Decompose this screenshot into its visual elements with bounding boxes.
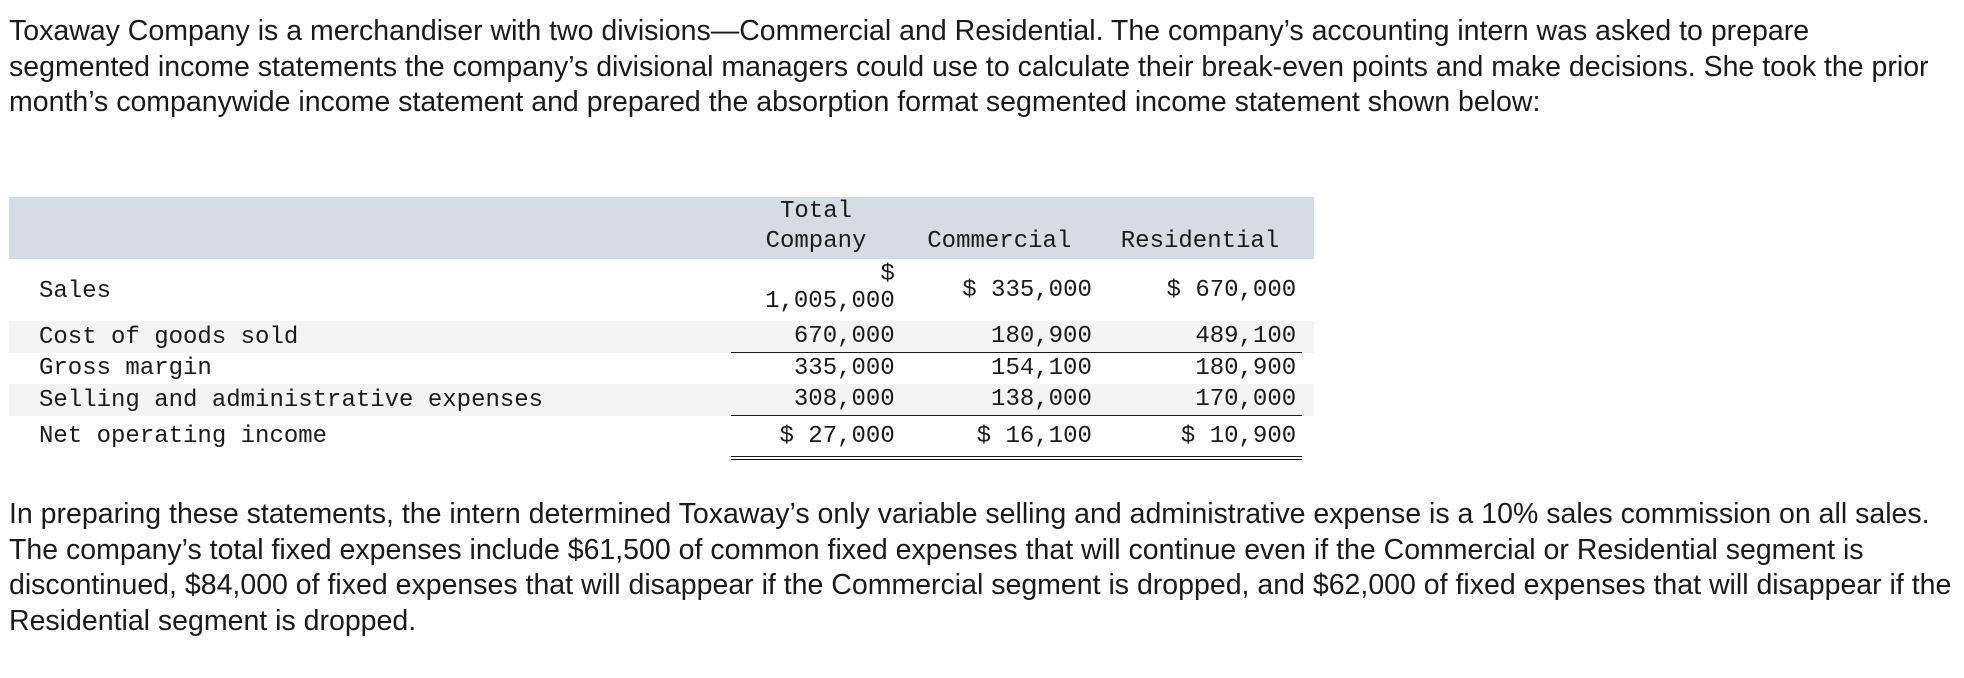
row-label-net-operating-income: Net operating income bbox=[39, 423, 328, 451]
net-operating-income-residential: $ 10,900 bbox=[1098, 416, 1302, 459]
header-gap bbox=[1302, 197, 1314, 259]
net-operating-income-total: $ 27,000 bbox=[731, 416, 900, 459]
gross-margin-total: 335,000 bbox=[731, 353, 900, 385]
row-label-sales: Sales bbox=[39, 277, 112, 305]
sales-total-sign: $ bbox=[880, 261, 895, 288]
cogs-residential: 489,100 bbox=[1195, 323, 1297, 350]
sales-commercial: $ 335,000 bbox=[962, 276, 1092, 304]
net-operating-income-commercial: $ 16,100 bbox=[901, 416, 1098, 459]
sales-residential: $ 670,000 bbox=[1166, 276, 1297, 304]
sales-total-value: 1,005,000 bbox=[765, 288, 895, 315]
table-row-gross-margin bbox=[9, 353, 1314, 385]
outro-paragraph: In preparing these statements, the intern determined Toxaway’s only variable selling and administrative expense is a 10% sales commission on all sales. The company’s total fixed expenses include $61,500 of common fixed expenses that will continue even if the Commercial or Residential segment is discontinued, $84,000 of fixed expenses that will disappear if the Commercial segment is dropped, and $62,000 of fixed expenses that will disappear if the Residential segment is dropped. bbox=[9, 498, 1952, 637]
segmented-income-statement bbox=[9, 197, 1314, 460]
header-total-line1: Total bbox=[779, 198, 852, 225]
gross-margin-commercial: 154,100 bbox=[901, 353, 1098, 385]
gross-margin-residential: 180,900 bbox=[1098, 353, 1302, 385]
intro-paragraph: Toxaway Company is a merchandiser with two divisions—Commercial and Residential. The company’s accounting intern was asked to prepare segmented income statements the company’s divisional managers could use to calculate their break-even points and make decisions. She took the prior month’s companywide income statement and prepared the absorption format segmented income statement shown below: bbox=[9, 15, 1929, 118]
row-label-gross-margin: Gross margin bbox=[39, 355, 212, 382]
cogs-commercial: 180,900 bbox=[991, 323, 1092, 350]
header-total-line2: Company bbox=[765, 228, 867, 255]
table-row-sales bbox=[9, 259, 1314, 321]
table-row-net-operating-income bbox=[9, 416, 1314, 459]
table-row-cogs bbox=[9, 321, 1314, 353]
selling-admin-total: 308,000 bbox=[793, 386, 895, 413]
table-row-selling-admin bbox=[9, 384, 1314, 416]
selling-admin-commercial: 138,000 bbox=[991, 386, 1092, 413]
row-label-cogs: Cost of goods sold bbox=[39, 323, 299, 351]
selling-admin-residential: 170,000 bbox=[1195, 386, 1297, 413]
header-total-company bbox=[731, 197, 900, 259]
cogs-total: 670,000 bbox=[793, 323, 895, 350]
header-residential: Residential bbox=[1120, 228, 1280, 255]
table-header-row bbox=[9, 197, 1314, 259]
header-commercial: Commercial bbox=[927, 228, 1072, 255]
header-blank bbox=[9, 197, 731, 259]
row-label-selling-admin: Selling and administrative expenses bbox=[39, 386, 544, 414]
sales-total bbox=[731, 259, 900, 321]
